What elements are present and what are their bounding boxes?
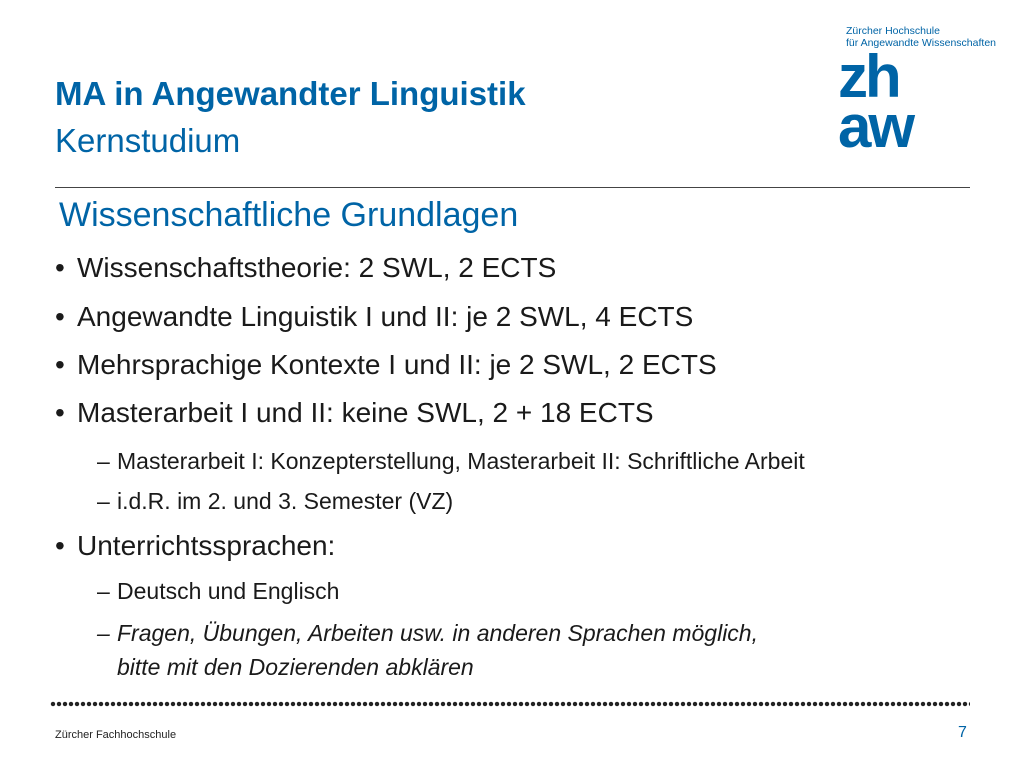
header-divider: [55, 187, 970, 188]
bullet-marker: •: [55, 397, 65, 428]
sub-bullet-text: Fragen, Übungen, Arbeiten usw. in anderen Sprachen möglich,: [117, 620, 758, 646]
slide-title: MA in Angewandter Linguistik: [55, 75, 526, 112]
zhaw-logo: [838, 43, 913, 160]
sub-bullet-text: i.d.R. im 2. und 3. Semester (VZ): [117, 488, 454, 514]
sub-bullet-text: Deutsch und Englisch: [117, 578, 340, 604]
dash-marker: –: [97, 488, 110, 514]
dash-marker: –: [97, 448, 110, 474]
bullet-text: Mehrsprachige Kontexte I und II: je 2 SWL, 2 ECTS: [77, 349, 717, 380]
bullet-text: Unterrichtssprachen:: [77, 530, 336, 561]
logo-mark-line2: aw: [838, 93, 913, 160]
page-number: 7: [958, 724, 967, 741]
slide-subtitle: Kernstudium: [55, 122, 241, 159]
bullet-marker: •: [55, 349, 65, 380]
section-title: Wissenschaftliche Grundlagen: [59, 196, 519, 234]
bullet-item: [55, 397, 654, 429]
sub-bullet-item: [97, 488, 453, 515]
dotted-divider: [50, 700, 970, 708]
bullet-text: Masterarbeit I und II: keine SWL, 2 + 18 ECTS: [77, 397, 654, 428]
bullet-text: Angewandte Linguistik I und II: je 2 SWL, 4 ECTS: [77, 301, 694, 332]
sub-bullet-continuation: bitte mit den Dozierenden abklären: [117, 654, 474, 680]
logo-caption-line2: für Angewandte Wissenschaften: [846, 37, 997, 49]
sub-bullet-item: [97, 620, 758, 647]
bullet-marker: •: [55, 252, 65, 283]
bullet-item: [55, 349, 717, 381]
sub-bullet-item: [97, 578, 339, 605]
footer-institution: Zürcher Fachhochschule: [55, 729, 177, 741]
bullet-item: [55, 252, 556, 284]
logo-caption-line1: Zürcher Hochschule: [846, 25, 940, 37]
sub-bullet-text: Masterarbeit I: Konzepterstellung, Masterarbeit II: Schriftliche Arbeit: [117, 448, 805, 474]
dash-marker: –: [97, 620, 110, 646]
bullet-text: Wissenschaftstheorie: 2 SWL, 2 ECTS: [77, 252, 557, 283]
bullet-item: [55, 530, 335, 562]
logo-mark-line1: zh: [838, 43, 899, 110]
sub-bullet-item: [97, 448, 805, 475]
dash-marker: –: [97, 578, 110, 604]
bullet-marker: •: [55, 301, 65, 332]
bullet-marker: •: [55, 530, 65, 561]
bullet-item: [55, 301, 693, 333]
